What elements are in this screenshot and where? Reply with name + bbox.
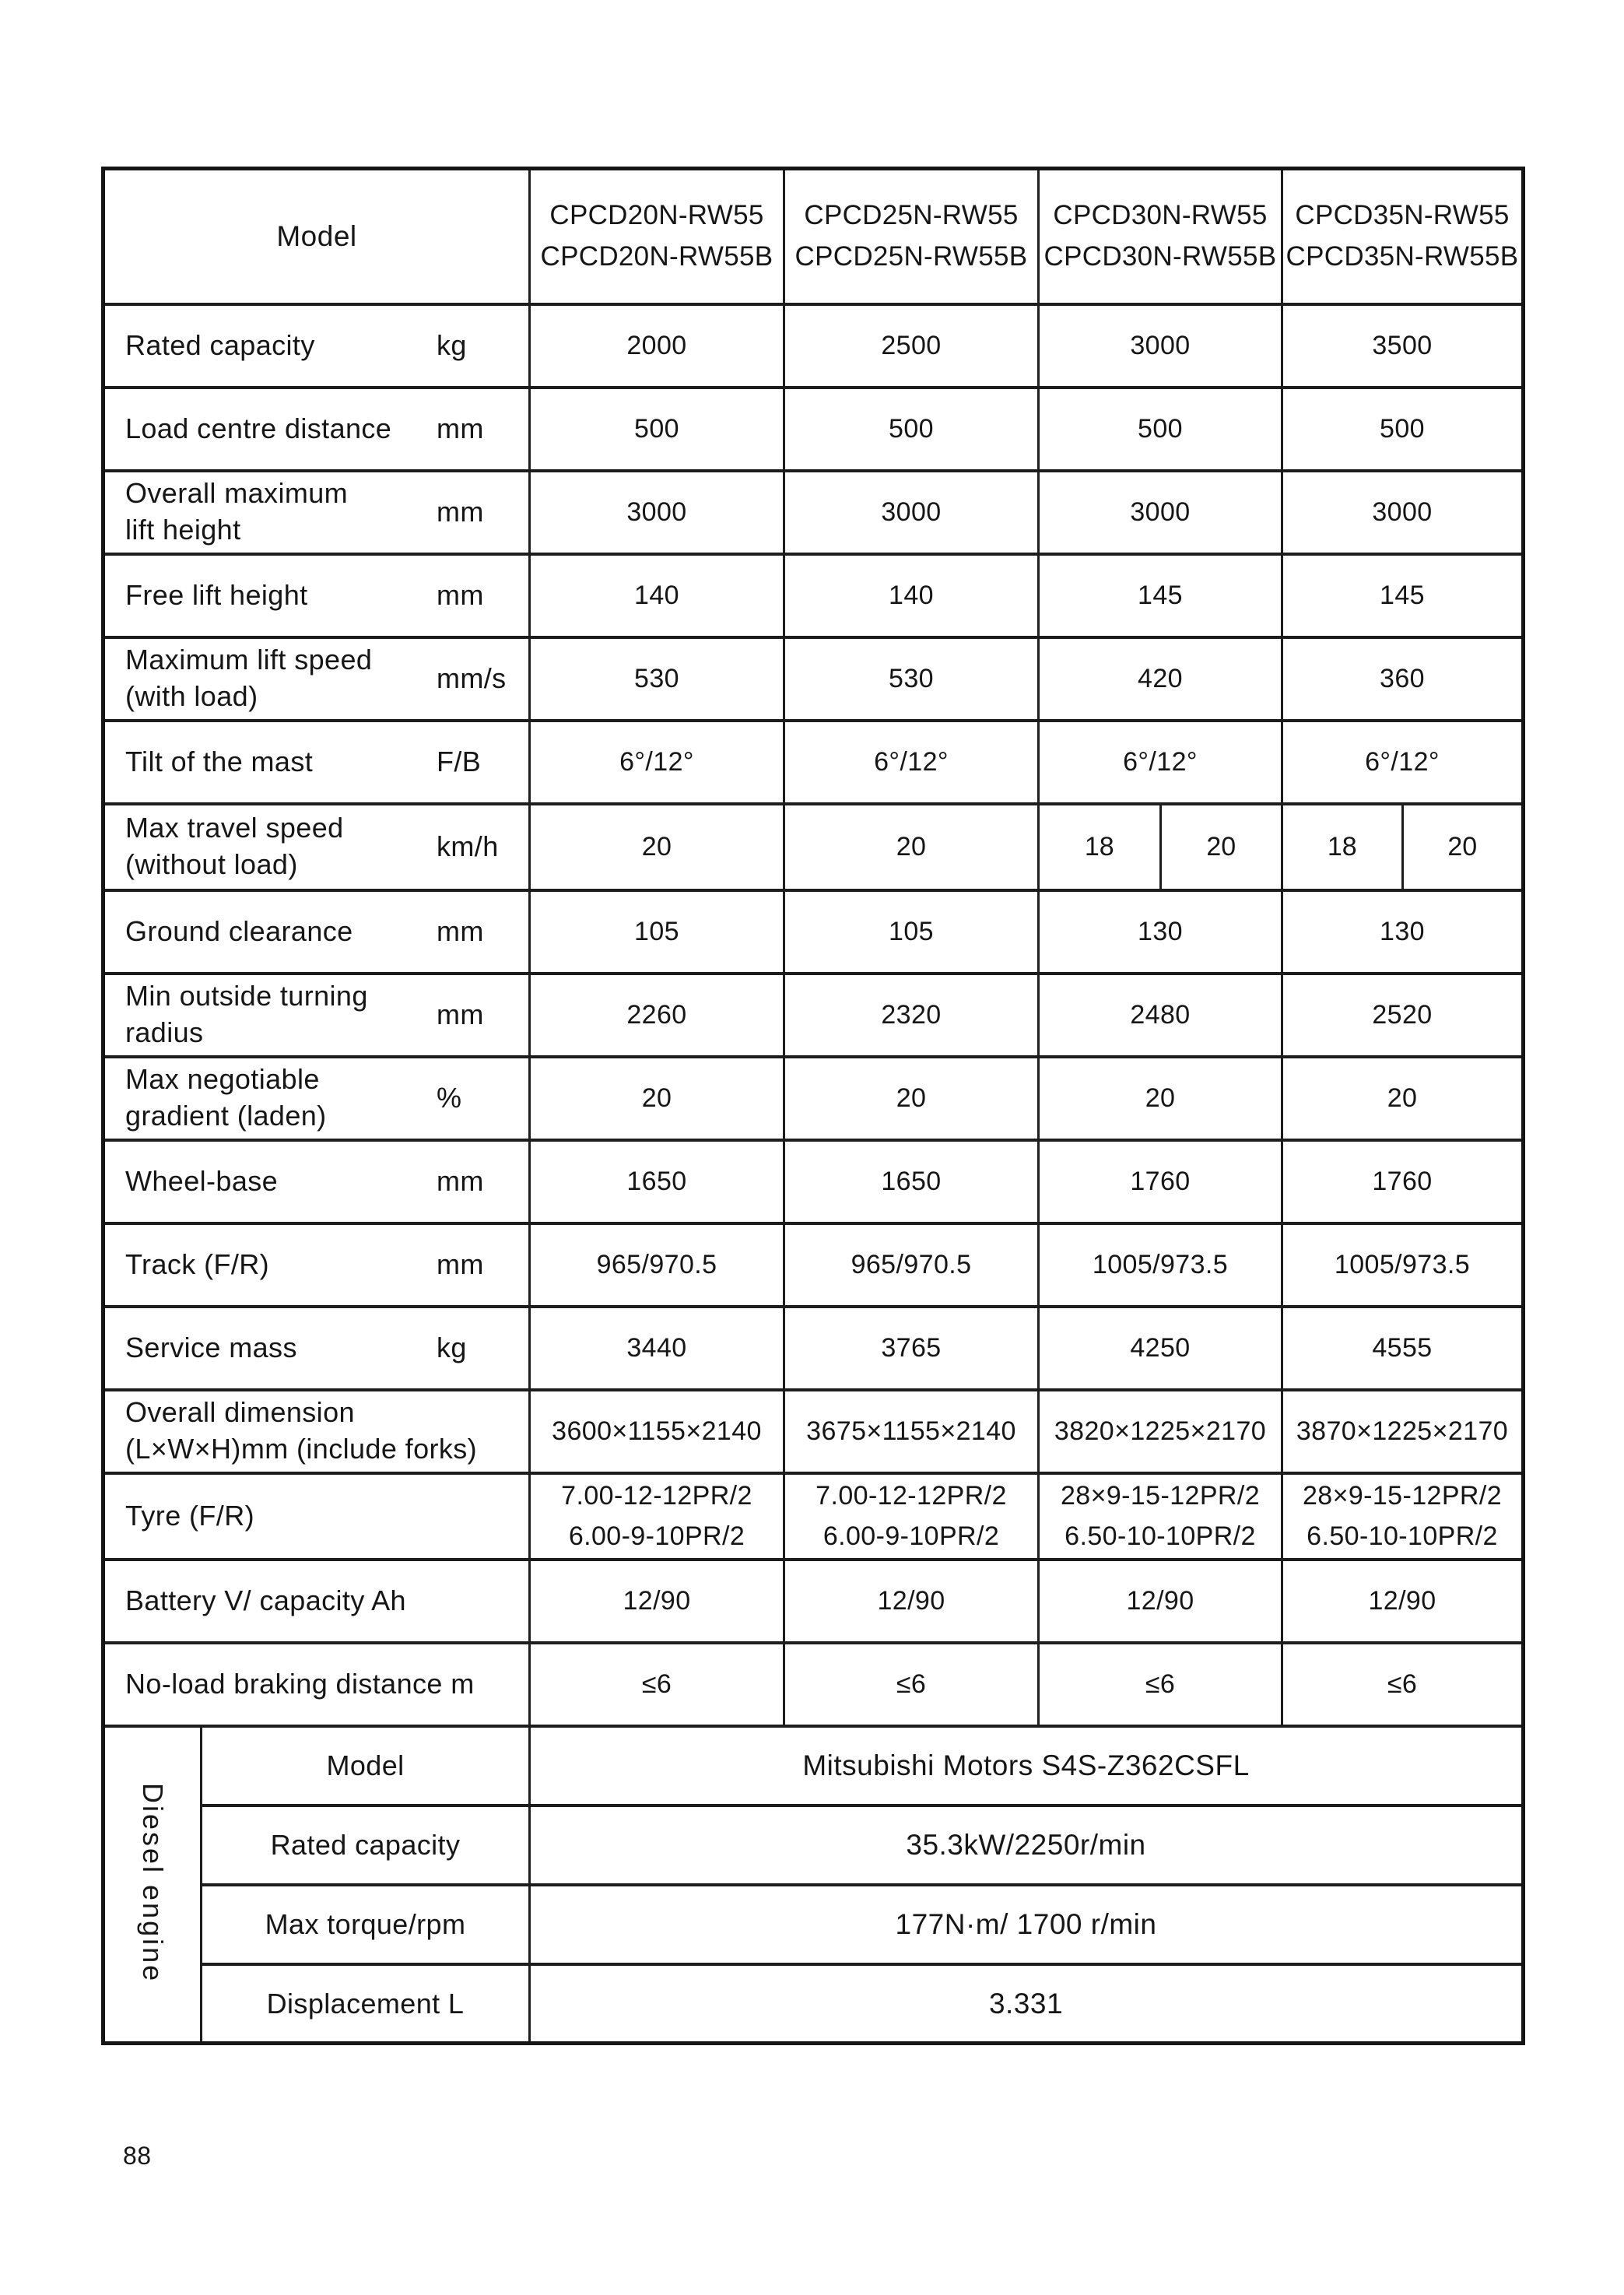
row-label: Rated capacity [125,328,315,361]
spec-row-battery [103,1560,1524,1643]
row-label-cell [103,974,530,1057]
value-cell: 6°/12° [1039,721,1282,804]
value-cell: ≤6 [530,1643,784,1726]
diesel-row-value: 3.331 [530,1964,1524,2044]
spec-row-wheel-base [103,1140,1524,1223]
model-name-line: CPCD30N-RW55 [1053,200,1268,231]
row-label: Overall dimension (L×W×H)mm (include forks) [125,1396,478,1465]
value-cell: 2520 [1282,974,1524,1057]
value-cell: 105 [530,890,784,974]
value-cell: 360 [1282,637,1524,721]
value-cell: 20 [784,804,1039,890]
spec-row-no-load-braking [103,1643,1524,1726]
model-name-line: CPCD25N-RW55B [794,240,1028,272]
row-label: Service mass [125,1331,297,1363]
row-label: Ground clearance [125,914,353,947]
diesel-row-label: Displacement L [202,1964,530,2044]
value-cell: ≤6 [784,1643,1039,1726]
value-cell: 530 [784,637,1039,721]
row-label-cell [103,721,530,804]
row-label-cell [103,1473,530,1560]
spec-row-max-gradient [103,1057,1524,1140]
row-label: Free lift height [125,578,308,611]
diesel-row-model [103,1726,1524,1805]
value-cell: 3500 [1282,304,1524,388]
value-cell: 2320 [784,974,1039,1057]
value-cell: 28×9-15-12PR/2 6.50-10-10PR/2 [1282,1473,1524,1560]
value-cell: 12/90 [1282,1560,1524,1643]
spec-row-load-centre-distance [103,388,1524,471]
value-cell: 6°/12° [1282,721,1524,804]
value-cell: 130 [1282,890,1524,974]
diesel-row-value: 177N·m/ 1700 r/min [530,1885,1524,1964]
row-label-cell [103,1390,530,1473]
row-label: No-load braking distance m [125,1667,475,1700]
row-label: Track (F/R) [125,1248,270,1280]
model-name-line: CPCD35N-RW55B [1286,240,1519,272]
row-label: Maximum lift speed (with load) [125,644,373,712]
spec-row-overall-dimension [103,1390,1524,1473]
spec-table [101,167,1525,2045]
row-label: Load centre distance [125,412,392,444]
value-cell: 1005/973.5 [1282,1223,1524,1307]
row-unit: kg [437,1331,467,1363]
row-label-cell [103,637,530,721]
spec-row-max-lift-speed [103,637,1524,721]
row-label: Overall maximum lift height [125,477,349,546]
diesel-row-max-torque [103,1885,1524,1964]
row-unit: mm [437,412,484,444]
model-header-cell [1039,169,1282,304]
row-label: Battery V/ capacity Ah [125,1584,406,1616]
value-cell: 20 [1282,1057,1524,1140]
value-cell: 1650 [784,1140,1039,1223]
value-cell: 3765 [784,1307,1039,1390]
model-name-line: CPCD30N-RW55B [1043,240,1277,272]
value-cell: 500 [784,388,1039,471]
row-label-cell [103,1223,530,1307]
value-cell: 530 [530,637,784,721]
value-left: 18 [1327,831,1357,862]
row-label-cell [103,554,530,637]
model-name-line: CPCD20N-RW55B [540,240,773,272]
diesel-row-label: Model [202,1726,530,1805]
model-name-line: CPCD35N-RW55 [1295,200,1510,231]
value-cell: 20 [530,1057,784,1140]
row-label-cell [103,804,530,890]
value-cell: 4555 [1282,1307,1524,1390]
value-cell: 500 [1039,388,1282,471]
row-label-cell [103,471,530,554]
value-cell: 20 [1039,1057,1282,1140]
value-cell: 3600×1155×2140 [530,1390,784,1473]
spec-row-max-travel-speed [103,804,1524,890]
spec-row-overall-max-lift-height [103,471,1524,554]
diesel-row-label: Max torque/rpm [202,1885,530,1964]
value-cell: 12/90 [1039,1560,1282,1643]
page-number: 88 [123,2142,152,2170]
value-cell: 2480 [1039,974,1282,1057]
spec-row-tilt-of-mast [103,721,1524,804]
value-right: 20 [1159,805,1282,889]
value-cell: 3820×1225×2170 [1039,1390,1282,1473]
value-cell: 500 [1282,388,1524,471]
value-cell: 1760 [1039,1140,1282,1223]
row-unit: F/B [437,745,482,777]
row-unit: % [437,1082,462,1114]
value-cell: 7.00-12-12PR/2 6.00-9-10PR/2 [530,1473,784,1560]
diesel-row-rated-capacity [103,1805,1524,1885]
row-label-cell [103,1560,530,1643]
row-unit: mm [437,998,484,1030]
model-name-line: CPCD20N-RW55 [549,200,764,231]
value-cell: 3000 [1039,471,1282,554]
value-cell: 3000 [784,471,1039,554]
value-cell: 3000 [530,471,784,554]
row-label-cell [103,388,530,471]
value-cell: 2500 [784,304,1039,388]
value-cell: ≤6 [1039,1643,1282,1726]
row-label-cell [103,1643,530,1726]
row-unit: mm [437,1248,484,1280]
table-header-row [103,169,1524,304]
value-cell: 12/90 [784,1560,1039,1643]
row-label: Tilt of the mast [125,745,314,777]
spec-row-min-turning-radius [103,974,1524,1057]
value-cell: 140 [784,554,1039,637]
row-label: Max travel speed (without load) [125,812,344,880]
value-cell: 145 [1039,554,1282,637]
value-cell: 140 [530,554,784,637]
value-cell: 3000 [1039,304,1282,388]
value-cell: 7.00-12-12PR/2 6.00-9-10PR/2 [784,1473,1039,1560]
value-cell: 1760 [1282,1140,1524,1223]
row-label: Max negotiable gradient (laden) [125,1063,327,1132]
value-cell: 28×9-15-12PR/2 6.50-10-10PR/2 [1039,1473,1282,1560]
value-cell: 965/970.5 [530,1223,784,1307]
diesel-row-label: Rated capacity [202,1805,530,1885]
row-label: Tyre (F/R) [125,1499,254,1532]
row-label: Min outside turning radius [125,980,368,1048]
value-cell: ≤6 [1282,1643,1524,1726]
value-cell: 145 [1282,554,1524,637]
row-unit: mm [437,1164,484,1197]
spec-row-rated-capacity [103,304,1524,388]
row-label-cell [103,1140,530,1223]
model-header-cell [1282,169,1524,304]
value-cell: 6°/12° [530,721,784,804]
spec-row-tyre [103,1473,1524,1560]
value-cell-split [1039,804,1282,890]
value-cell: 3440 [530,1307,784,1390]
value-cell: 20 [784,1057,1039,1140]
row-unit: kg [437,328,467,361]
diesel-row-value: Mitsubishi Motors S4S-Z362CSFL [530,1726,1524,1805]
value-left: 18 [1084,831,1114,862]
value-cell: 2260 [530,974,784,1057]
value-right: 20 [1401,805,1522,889]
value-cell: 6°/12° [784,721,1039,804]
spec-row-track [103,1223,1524,1307]
row-unit: mm [437,578,484,611]
value-cell: 420 [1039,637,1282,721]
value-cell: 3000 [1282,471,1524,554]
value-cell: 4250 [1039,1307,1282,1390]
model-corner-cell: Model [103,169,530,304]
value-cell: 20 [530,804,784,890]
spec-row-service-mass [103,1307,1524,1390]
row-label-cell [103,1057,530,1140]
value-cell: 3870×1225×2170 [1282,1390,1524,1473]
value-cell: 2000 [530,304,784,388]
spec-row-ground-clearance [103,890,1524,974]
model-header-cell [784,169,1039,304]
row-unit: km/h [437,830,499,862]
value-cell: 3675×1155×2140 [784,1390,1039,1473]
value-cell: 1650 [530,1140,784,1223]
value-cell: 130 [1039,890,1282,974]
row-unit: mm/s [437,662,507,694]
model-header-cell [530,169,784,304]
value-cell: 105 [784,890,1039,974]
value-cell: 965/970.5 [784,1223,1039,1307]
row-label: Wheel-base [125,1164,279,1197]
row-label-cell [103,1307,530,1390]
row-unit: mm [437,914,484,947]
row-unit: mm [437,496,484,528]
value-cell: 1005/973.5 [1039,1223,1282,1307]
spec-row-free-lift-height [103,554,1524,637]
value-cell: 500 [530,388,784,471]
value-cell: 12/90 [530,1560,784,1643]
value-cell-split [1282,804,1524,890]
row-label-cell [103,890,530,974]
row-label-cell [103,304,530,388]
model-name-line: CPCD25N-RW55 [804,200,1019,231]
diesel-row-displacement [103,1964,1524,2044]
diesel-row-value: 35.3kW/2250r/min [530,1805,1524,1885]
diesel-engine-section-label: Diesel engine [103,1726,202,2044]
